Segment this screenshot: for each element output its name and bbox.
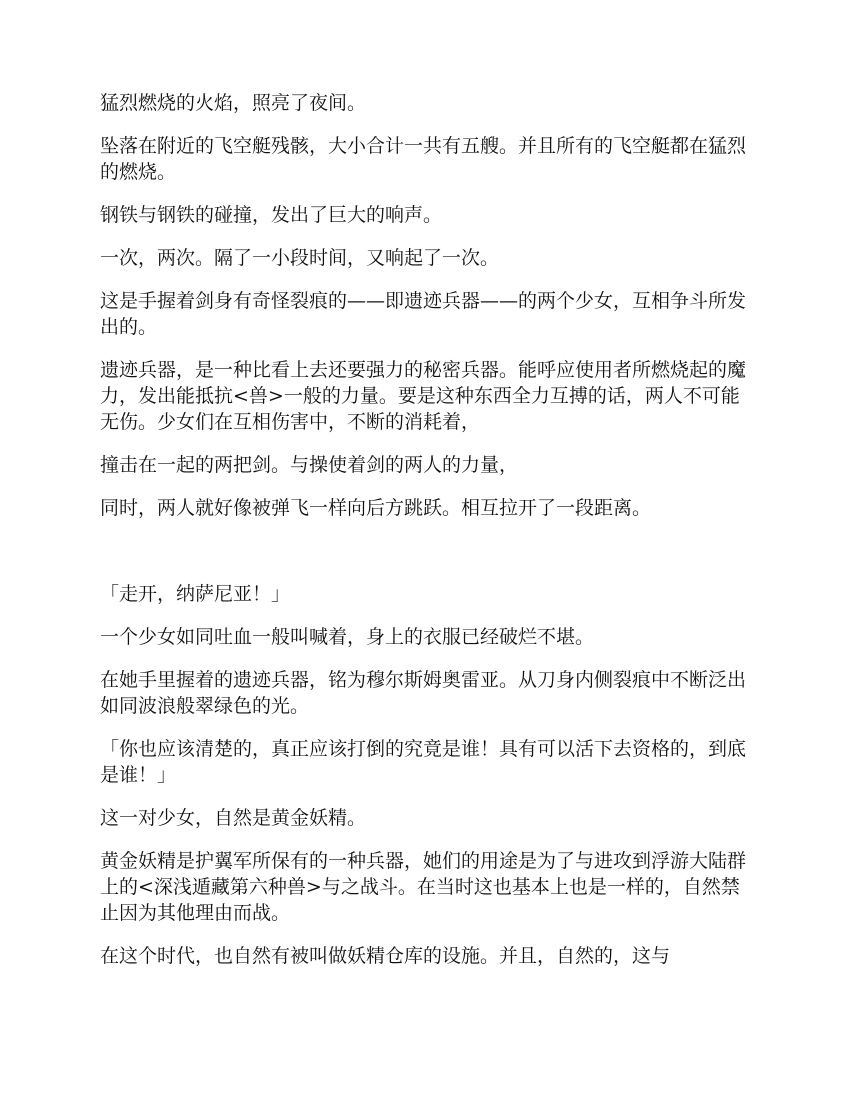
section-break (100, 538, 750, 581)
paragraph-once-twice: 一次，两次。隔了一小段时间，又响起了一次。 (100, 247, 500, 269)
paragraph-relic-weapon: 遗迹兵器，是一种比看上去还要强力的秘密兵器。能呼应使用者所燃烧起的魔力，发出能抵抗<兽>一般的力量。要是这种东西全力互搏的话，两人不可能无伤。少女们在互相伤害中，不断的消耗着， (100, 359, 747, 433)
paragraph-golden-fairies: 这一对少女，自然是黄金妖精。 (100, 807, 367, 829)
paragraph-girl-shouting: 一个少女如同吐血一般叫喊着，身上的衣服已经破烂不堪。 (100, 626, 595, 648)
paragraph-jump-apart: 同时，两人就好像被弹飞一样向后方跳跃。相互拉开了一段距离。 (100, 497, 652, 519)
paragraph-weapon-name: 在她手里握着的遗迹兵器，铭为穆尔斯姆奥雷亚。从刀身内侧裂痕中不断泛出如同波浪般翠绿色的光。 (100, 669, 747, 717)
document-page (100, 90, 750, 986)
dialogue-go-away: 「走开，纳萨尼亚！」 (100, 583, 291, 605)
paragraph-fairy-weapons: 黄金妖精是护翼军所保有的一种兵器，她们的用途是为了与进攻到浮游大陆群上的<深浅遁藏第六种兽>与之战斗。在当时这也基本上也是一样的，自然禁止因为其他理由而战。 (100, 850, 747, 924)
paragraph-two-girls: 这是手握着剑身有奇怪裂痕的——即遗迹兵器——的两个少女，互相争斗所发出的。 (100, 290, 747, 338)
paragraph-airship-wreckage: 坠落在附近的飞空艇残骸，大小合计一共有五艘。并且所有的飞空艇都在猛烈的燃烧。 (100, 135, 747, 183)
paragraph-flames: 猛烈燃烧的火焰，照亮了夜间。 (100, 92, 367, 114)
paragraph-fairy-warehouse: 在这个时代，也自然有被叫做妖精仓库的设施。并且，自然的，这与 (100, 945, 671, 967)
paragraph-two-swords: 撞击在一起的两把剑。与操使着剑的两人的力量， (100, 454, 519, 476)
dialogue-who-deserves: 「你也应该清楚的，真正应该打倒的究竟是谁！具有可以活下去资格的，到底是谁！」 (100, 738, 747, 786)
paragraph-steel-clash: 钢铁与钢铁的碰撞，发出了巨大的响声。 (100, 204, 443, 226)
